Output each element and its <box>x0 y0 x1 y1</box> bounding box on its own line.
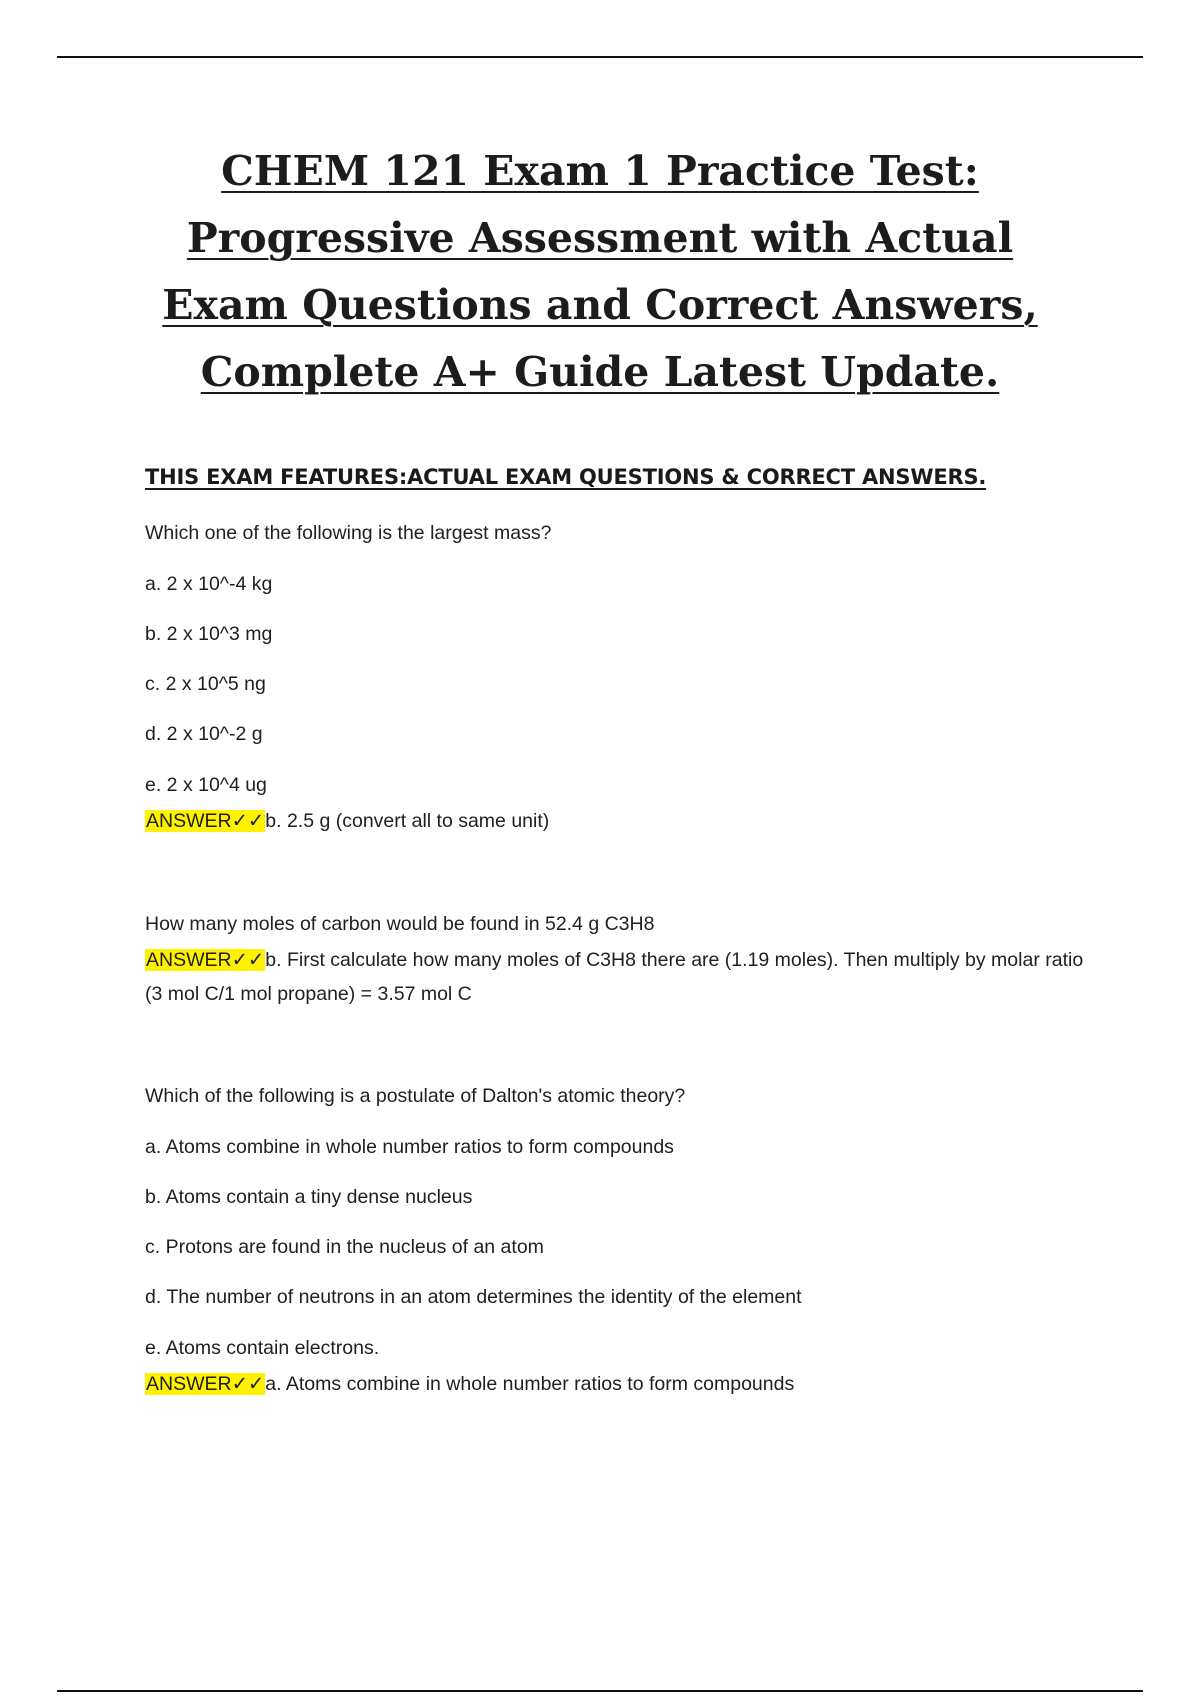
features-heading: THIS EXAM FEATURES:ACTUAL EXAM QUESTIONS & CORRECT ANSWERS. <box>145 465 987 489</box>
title-line-2: Progressive Assessment with Actual <box>186 214 1014 262</box>
option-a: a. 2 x 10^-4 kg <box>145 573 273 595</box>
option-e: e. 2 x 10^4 ug <box>145 774 267 796</box>
option-c: c. Protons are found in the nucleus of an atom <box>145 1236 544 1258</box>
option-d: d. 2 x 10^-2 g <box>145 723 263 745</box>
answer-text: b. 2.5 g (convert all to same unit) <box>265 810 550 832</box>
document-title <box>100 138 1100 406</box>
title-line-1: CHEM 121 Exam 1 Practice Test: <box>221 147 979 195</box>
answer-line <box>145 804 1095 838</box>
option-b: b. 2 x 10^3 mg <box>145 623 273 645</box>
option-d: d. The number of neutrons in an atom determines the identity of the element <box>145 1286 802 1308</box>
answer-line <box>145 943 1095 1011</box>
top-rule <box>57 56 1143 58</box>
option-c: c. 2 x 10^5 ng <box>145 673 266 695</box>
answer-marker: ANSWER✓✓ <box>146 949 265 971</box>
option-b: b. Atoms contain a tiny dense nucleus <box>145 1186 473 1208</box>
answer-marker: ANSWER✓✓ <box>146 810 265 832</box>
title-line-4: Complete A+ Guide Latest Update. <box>200 348 1000 396</box>
option-a: a. Atoms combine in whole number ratios to form compounds <box>145 1136 674 1158</box>
question-text: Which one of the following is the largest mass? <box>145 522 552 544</box>
answer-line <box>145 1367 1095 1401</box>
option-e: e. Atoms contain electrons. <box>145 1337 380 1359</box>
answer-marker: ANSWER✓✓ <box>146 1373 265 1395</box>
question-text: Which of the following is a postulate of Dalton's atomic theory? <box>145 1085 686 1107</box>
answer-text: a. Atoms combine in whole number ratios to form compounds <box>265 1373 795 1395</box>
title-line-3: Exam Questions and Correct Answers, <box>162 281 1038 329</box>
answer-text: b. First calculate how many moles of C3H8 there are (1.19 moles). Then multiply by molar ratio (3 mol C/1 mol propane) = 3.57 mol C <box>145 949 1084 1005</box>
bottom-rule <box>57 1690 1143 1692</box>
question-text: How many moles of carbon would be found in 52.4 g C3H8 <box>145 913 655 935</box>
